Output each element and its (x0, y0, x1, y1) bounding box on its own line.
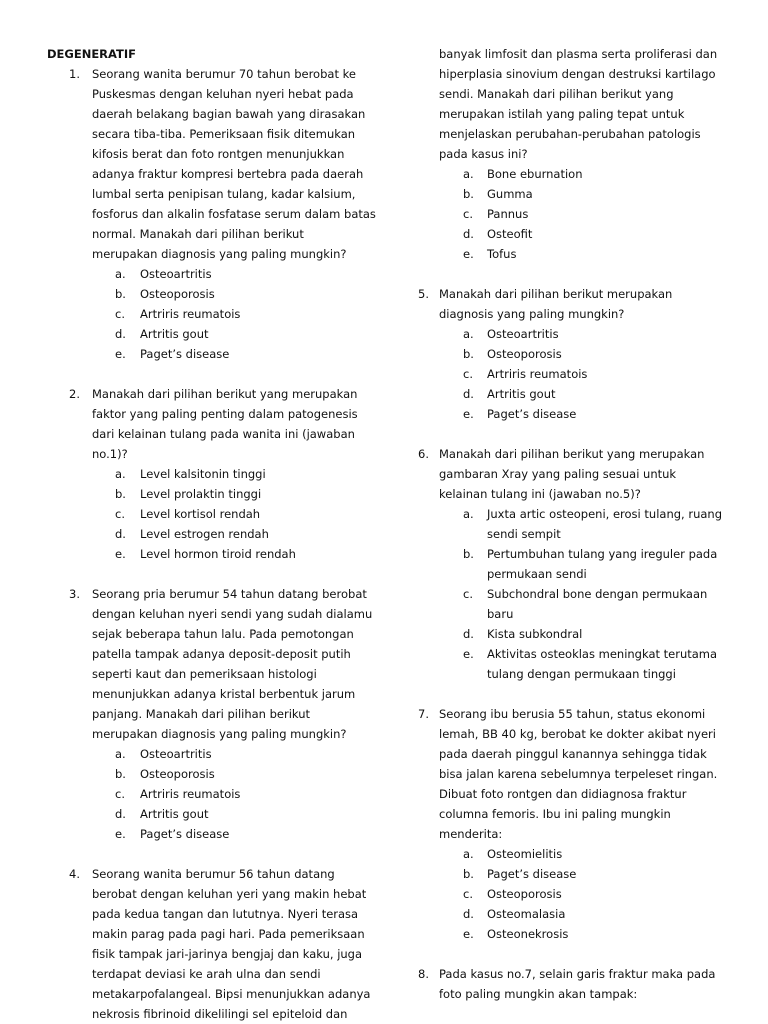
option-letter: e. (115, 347, 126, 361)
question-line: pada kedua tangan dan lututnya. Nyeri terasa (92, 907, 359, 921)
option-letter: e. (463, 247, 474, 261)
option-list (418, 324, 738, 424)
question-line: panjang. Manakah dari pilihan berikut (92, 707, 311, 721)
option-letter: c. (463, 587, 473, 601)
option-text: Osteoporosis (140, 287, 215, 301)
option-text: Osteoporosis (140, 767, 215, 781)
question-line: sejak beberapa tahun lalu. Pada pemotongan (92, 627, 354, 641)
option-list (418, 844, 738, 944)
option-item (418, 384, 738, 404)
option-list (47, 464, 377, 564)
option-item (418, 904, 738, 924)
option-text: Pannus (487, 207, 529, 221)
question-line: sendi. Manakah dari pilihan berikut yang (439, 87, 674, 101)
question-line: Dibuat foto rontgen dan didiagnosa fraktur (439, 787, 687, 801)
option-text: Artritis gout (487, 387, 556, 401)
option-list (418, 504, 738, 684)
option-text: sendi sempit (487, 527, 561, 541)
option-text: Osteofit (487, 227, 533, 241)
option-text: Tofus (487, 247, 517, 261)
question-line: daerah belakang bagian bawah yang dirasakan (92, 107, 366, 121)
option-letter: e. (463, 647, 474, 661)
option-letter: d. (463, 907, 474, 921)
question-line: Manakah dari pilihan berikut merupakan (439, 287, 673, 301)
left-column (47, 44, 377, 1024)
option-item (47, 344, 377, 364)
question-number: 3. (69, 587, 80, 601)
question-line: Puskesmas dengan keluhan nyeri hebat pada (92, 87, 354, 101)
question (47, 384, 377, 564)
option-text: Bone eburnation (487, 167, 583, 181)
option-letter: b. (463, 867, 474, 881)
question-line: columna femoris. Ibu ini paling mungkin (439, 807, 671, 821)
option-letter: b. (463, 347, 474, 361)
option-item (418, 404, 738, 424)
option-letter: a. (115, 747, 126, 761)
question-line: Pada kasus no.7, selain garis fraktur maka pada (439, 967, 716, 981)
option-letter: a. (463, 507, 474, 521)
option-letter: e. (463, 927, 474, 941)
option-text: Juxta artic osteopeni, erosi tulang, ruang (487, 507, 722, 521)
question (47, 584, 377, 844)
question-number: 5. (418, 287, 429, 301)
option-text: Level kortisol rendah (140, 507, 261, 521)
option-letter: a. (463, 167, 474, 181)
option-item (418, 224, 738, 244)
question-line: foto paling mungkin akan tampak: (439, 987, 638, 1001)
option-letter: e. (463, 407, 474, 421)
question-number: 7. (418, 707, 429, 721)
question-line: banyak limfosit dan plasma serta proliferasi dan (439, 47, 718, 61)
option-list (47, 264, 377, 364)
option-text: Artritis gout (140, 327, 209, 341)
question-line: faktor yang paling penting dalam patogenesis (92, 407, 358, 421)
option-text: Osteoporosis (487, 887, 562, 901)
question-line: pada kasus ini? (439, 147, 528, 161)
spacer (418, 264, 738, 284)
option-item (418, 344, 738, 364)
option-text: Level kalsitonin tinggi (140, 467, 266, 481)
option-item (418, 504, 738, 544)
option-item (418, 364, 738, 384)
spacer (47, 364, 377, 384)
question-line: Seorang wanita berumur 70 tahun berobat ke (92, 67, 356, 81)
question-line: menderita: (439, 827, 503, 841)
question-text (47, 64, 377, 264)
question-line: merupakan diagnosis yang paling mungkin? (92, 247, 347, 261)
question-line: pada daerah pinggul kanannya sehingga tidak (439, 747, 707, 761)
question-number: 1. (69, 67, 80, 81)
question-text (47, 584, 377, 744)
option-item (418, 184, 738, 204)
option-text: Paget’s disease (140, 347, 230, 361)
spacer (418, 944, 738, 964)
question-line: no.1)? (92, 447, 128, 461)
question-line: fisik tampak jari-jarinya bengjaj dan kaku, juga (92, 947, 363, 961)
question (418, 964, 738, 1004)
question-line: lemah, BB 40 kg, berobat ke dokter akibat nyeri (439, 727, 716, 741)
option-text: Level estrogen rendah (140, 527, 269, 541)
option-item (418, 244, 738, 264)
question-line: merupakan istilah yang paling tepat untuk (439, 107, 685, 121)
option-item (418, 544, 738, 584)
question-line: dari kelainan tulang pada wanita ini (jawaban (92, 427, 355, 441)
option-item (47, 544, 377, 564)
option-item (418, 624, 738, 644)
question (418, 704, 738, 944)
option-item (418, 864, 738, 884)
spacer (47, 844, 377, 864)
question-line: patella tampak adanya deposit-deposit putih (92, 647, 351, 661)
option-letter: d. (115, 327, 126, 341)
option-letter: a. (115, 467, 126, 481)
option-letter: d. (463, 387, 474, 401)
option-text: Osteoartritis (140, 747, 212, 761)
option-item (47, 764, 377, 784)
question-text (418, 964, 738, 1004)
option-text: Osteoartritis (487, 327, 559, 341)
option-text: Level prolaktin tinggi (140, 487, 262, 501)
question-line: adanya fraktur kompresi bertebra pada daerah (92, 167, 364, 181)
option-item (418, 324, 738, 344)
question-line: Seorang wanita berumur 56 tahun datang (92, 867, 335, 881)
option-text: Gumma (487, 187, 533, 201)
question-line: kifosis berat dan foto rontgen menunjukkan (92, 147, 345, 161)
question-line: diagnosis yang paling mungkin? (439, 307, 625, 321)
question-line: normal. Manakah dari pilihan berikut (92, 227, 304, 241)
question-line: Manakah dari pilihan berikut yang merupakan (92, 387, 358, 401)
option-text: Artriris reumatois (140, 307, 241, 321)
question-line: menjelaskan perubahan-perubahan patologis (439, 127, 701, 141)
spacer (47, 564, 377, 584)
question-line: dengan keluhan nyeri sendi yang sudah dialamu (92, 607, 373, 621)
option-item (418, 844, 738, 864)
question-number: 2. (69, 387, 80, 401)
spacer (418, 684, 738, 704)
option-item (47, 784, 377, 804)
option-letter: b. (463, 547, 474, 561)
option-text: Paget’s disease (140, 827, 230, 841)
option-item (418, 584, 738, 624)
option-text: Osteomielitis (487, 847, 563, 861)
option-letter: b. (115, 487, 126, 501)
question-text (418, 44, 738, 164)
option-letter: b. (115, 287, 126, 301)
option-item (47, 504, 377, 524)
option-item (418, 204, 738, 224)
option-item (47, 264, 377, 284)
question-line: fosforus dan alkalin fosfatase serum dalam batas (92, 207, 376, 221)
option-letter: a. (463, 327, 474, 341)
question (418, 444, 738, 684)
option-item (47, 324, 377, 344)
question-line: lumbal serta penipisan tulang, kadar kalsium, (92, 187, 356, 201)
question-text (418, 284, 738, 324)
option-item (47, 464, 377, 484)
option-letter: c. (115, 507, 125, 521)
option-item (418, 164, 738, 184)
option-item (47, 484, 377, 504)
option-item (47, 284, 377, 304)
question-text (47, 864, 377, 1024)
question-line: bisa jalan karena sebelumnya terpeleset ringan. (439, 767, 718, 781)
question-number: 6. (418, 447, 429, 461)
question-line: makin parag pada pagi hari. Pada pemeriksaan (92, 927, 365, 941)
option-letter: e. (115, 547, 126, 561)
option-letter: d. (115, 527, 126, 541)
question-text (418, 444, 738, 504)
option-text: tulang dengan permukaan tinggi (487, 667, 676, 681)
option-letter: c. (463, 367, 473, 381)
question-line: hiperplasia sinovium dengan destruksi kartilago (439, 67, 716, 81)
option-text: Artritis gout (140, 807, 209, 821)
question-line: kelainan tulang ini (jawaban no.5)? (439, 487, 641, 501)
option-letter: b. (463, 187, 474, 201)
option-list (47, 744, 377, 844)
question (47, 64, 377, 364)
option-text: Osteomalasia (487, 907, 566, 921)
question-line: merupakan diagnosis yang paling mungkin? (92, 727, 347, 741)
spacer (418, 424, 738, 444)
option-item (418, 884, 738, 904)
option-text: permukaan sendi (487, 567, 587, 581)
question-line: Manakah dari pilihan berikut yang merupakan (439, 447, 705, 461)
question-number: 4. (69, 867, 80, 881)
question-line: secara tiba-tiba. Pemeriksaan fisik ditemukan (92, 127, 356, 141)
option-letter: c. (463, 207, 473, 221)
option-letter: d. (463, 227, 474, 241)
option-letter: a. (115, 267, 126, 281)
option-text: Subchondral bone dengan permukaan (487, 587, 708, 601)
option-list (418, 164, 738, 264)
option-text: Paget’s disease (487, 407, 577, 421)
question-line: Seorang ibu berusia 55 tahun, status ekonomi (439, 707, 706, 721)
option-item (418, 924, 738, 944)
option-text: Osteoartritis (140, 267, 212, 281)
question-number: 8. (418, 967, 429, 981)
section-heading: DEGENERATIF (47, 47, 137, 61)
option-letter: d. (463, 627, 474, 641)
question-line: menunjukkan adanya kristal berbentuk jarum (92, 687, 356, 701)
question (418, 284, 738, 424)
option-item (47, 824, 377, 844)
question-line: Seorang pria berumur 54 tahun datang berobat (92, 587, 367, 601)
option-text: Paget’s disease (487, 867, 577, 881)
option-text: Artriris reumatois (487, 367, 588, 381)
option-text: Osteoporosis (487, 347, 562, 361)
question-text (418, 704, 738, 844)
option-letter: c. (115, 787, 125, 801)
option-letter: a. (463, 847, 474, 861)
option-item (47, 804, 377, 824)
option-item (47, 304, 377, 324)
question-line: metakarpofalangeal. Bipsi menunjukkan adanya (92, 987, 371, 1001)
option-letter: e. (115, 827, 126, 841)
option-text: Artriris reumatois (140, 787, 241, 801)
option-text: Aktivitas osteoklas meningkat terutama (487, 647, 718, 661)
question-continuation (418, 44, 738, 264)
right-column (418, 44, 738, 1004)
option-text: baru (487, 607, 514, 621)
question-text (47, 384, 377, 464)
question-line: terdapat deviasi ke arah ulna dan sendi (92, 967, 321, 981)
question (47, 864, 377, 1024)
option-letter: d. (115, 807, 126, 821)
option-letter: c. (463, 887, 473, 901)
option-text: Level hormon tiroid rendah (140, 547, 296, 561)
option-item (47, 744, 377, 764)
option-text: Osteonekrosis (487, 927, 569, 941)
option-item (47, 524, 377, 544)
question-line: seperti kaut dan pemeriksaan histologi (92, 667, 317, 681)
option-letter: b. (115, 767, 126, 781)
question-line: berobat dengan keluhan yeri yang makin hebat (92, 887, 367, 901)
option-text: Pertumbuhan tulang yang ireguler pada (487, 547, 718, 561)
option-letter: c. (115, 307, 125, 321)
question-line: nekrosis fibrinoid dikelilingi sel epiteloid dan (92, 1007, 348, 1021)
question-line: gambaran Xray yang paling sesuai untuk (439, 467, 677, 481)
option-item (418, 644, 738, 684)
option-text: Kista subkondral (487, 627, 583, 641)
